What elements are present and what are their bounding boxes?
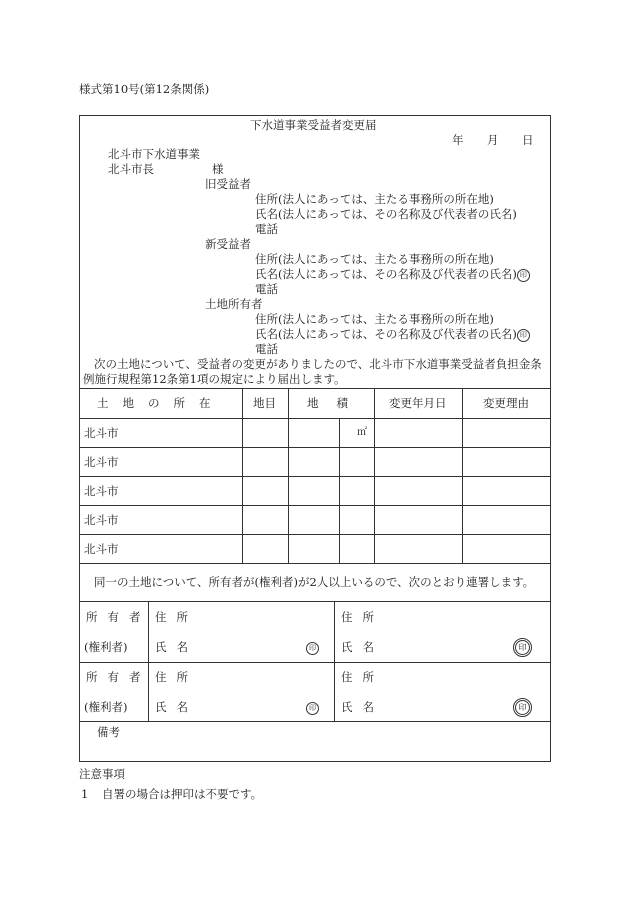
statement-line1: 次の土地について、受益者の変更がありましたので、北斗市下水道事業受益者負担金条 bbox=[94, 357, 542, 371]
divider bbox=[79, 563, 551, 564]
divider bbox=[339, 418, 340, 563]
name-label: 氏名 bbox=[155, 700, 198, 714]
seal-icon: 印 bbox=[515, 700, 530, 715]
form-title: 下水道事業受益者変更届 bbox=[250, 118, 377, 132]
land-owner-heading: 土地所有者 bbox=[205, 297, 263, 311]
notes-heading: 注意事項 bbox=[79, 767, 125, 781]
new-beneficiary-phone: 電話 bbox=[255, 282, 278, 296]
date-day: 日 bbox=[522, 133, 534, 147]
old-beneficiary-phone: 電話 bbox=[255, 222, 278, 236]
divider bbox=[79, 601, 551, 602]
form-number: 様式第10号(第12条関係) bbox=[79, 82, 210, 96]
area-unit bbox=[357, 426, 367, 440]
new-beneficiary-name: 氏名(法人にあっては、その名称及び代表者の氏名) bbox=[255, 267, 517, 281]
new-beneficiary-name-row bbox=[255, 267, 530, 282]
divider bbox=[334, 601, 335, 721]
land-owner-address: 住所(法人にあっては、主たる事務所の所在地) bbox=[255, 312, 494, 326]
notes-item1: 自署の場合は押印は不要です。 bbox=[102, 787, 263, 801]
rights-label: (権利者) bbox=[84, 700, 128, 714]
address-label: 住所 bbox=[341, 610, 384, 624]
address-label: 住所 bbox=[155, 670, 198, 684]
seal-icon: 印 bbox=[306, 702, 319, 715]
new-beneficiary-address: 住所(法人にあっては、主たる事務所の所在地) bbox=[255, 252, 494, 266]
addressee-line2: 北斗市長 bbox=[108, 162, 154, 176]
header-area: 地積 bbox=[307, 396, 366, 410]
seal-icon: 印 bbox=[515, 640, 530, 655]
date-year: 年 bbox=[452, 133, 464, 147]
joint-statement: 同一の土地について、所有者が(権利者)が2人以上いるので、次のとおり連署します。 bbox=[94, 575, 535, 589]
addressee-line1: 北斗市下水道事業 bbox=[108, 147, 200, 161]
divider bbox=[79, 662, 551, 663]
name-label: 氏名 bbox=[341, 640, 384, 654]
seal-icon: 印 bbox=[517, 269, 530, 282]
divider bbox=[79, 476, 551, 477]
row-location: 北斗市 bbox=[84, 426, 119, 440]
row-location: 北斗市 bbox=[84, 542, 119, 556]
old-beneficiary-heading: 旧受益者 bbox=[205, 177, 251, 191]
addressee-honorific: 様 bbox=[212, 162, 224, 176]
divider bbox=[79, 388, 551, 389]
divider bbox=[79, 505, 551, 506]
divider bbox=[374, 388, 375, 563]
header-change-date: 変更年月日 bbox=[389, 396, 447, 410]
row-location: 北斗市 bbox=[84, 455, 119, 469]
old-beneficiary-name: 氏名(法人にあっては、その名称及び代表者の氏名) bbox=[255, 207, 517, 221]
area-unit-text: ㎡ bbox=[357, 427, 367, 438]
address-label: 住所 bbox=[155, 610, 198, 624]
name-label: 氏名 bbox=[341, 700, 384, 714]
divider bbox=[288, 388, 289, 563]
divider bbox=[79, 447, 551, 448]
land-owner-name: 氏名(法人にあっては、その名称及び代表者の氏名) bbox=[255, 327, 517, 341]
seal-icon: 印 bbox=[306, 642, 319, 655]
name-label: 氏名 bbox=[155, 640, 198, 654]
notes-item1-number: 1 bbox=[81, 787, 89, 801]
divider bbox=[79, 534, 551, 535]
row-location: 北斗市 bbox=[84, 513, 119, 527]
divider bbox=[462, 388, 463, 563]
land-owner-phone: 電話 bbox=[255, 342, 278, 356]
old-beneficiary-address: 住所(法人にあっては、主たる事務所の所在地) bbox=[255, 192, 494, 206]
land-owner-name-row bbox=[255, 327, 530, 342]
statement-line2: 例施行規程第12条第1項の規定により届出します。 bbox=[83, 372, 346, 386]
owner-label: 所有者 bbox=[86, 610, 151, 624]
seal-icon: 印 bbox=[517, 329, 530, 342]
new-beneficiary-heading: 新受益者 bbox=[205, 237, 251, 251]
date-month: 月 bbox=[487, 133, 499, 147]
header-location: 土地の所在 bbox=[97, 396, 225, 410]
address-label: 住所 bbox=[341, 670, 384, 684]
rights-label: (権利者) bbox=[84, 640, 128, 654]
owner-label: 所有者 bbox=[86, 670, 151, 684]
divider bbox=[79, 418, 551, 419]
divider bbox=[242, 388, 243, 563]
remarks-label: 備考 bbox=[97, 725, 120, 739]
header-chimoku: 地目 bbox=[253, 396, 276, 410]
header-reason: 変更理由 bbox=[483, 396, 529, 410]
row-location: 北斗市 bbox=[84, 484, 119, 498]
divider bbox=[79, 721, 551, 722]
